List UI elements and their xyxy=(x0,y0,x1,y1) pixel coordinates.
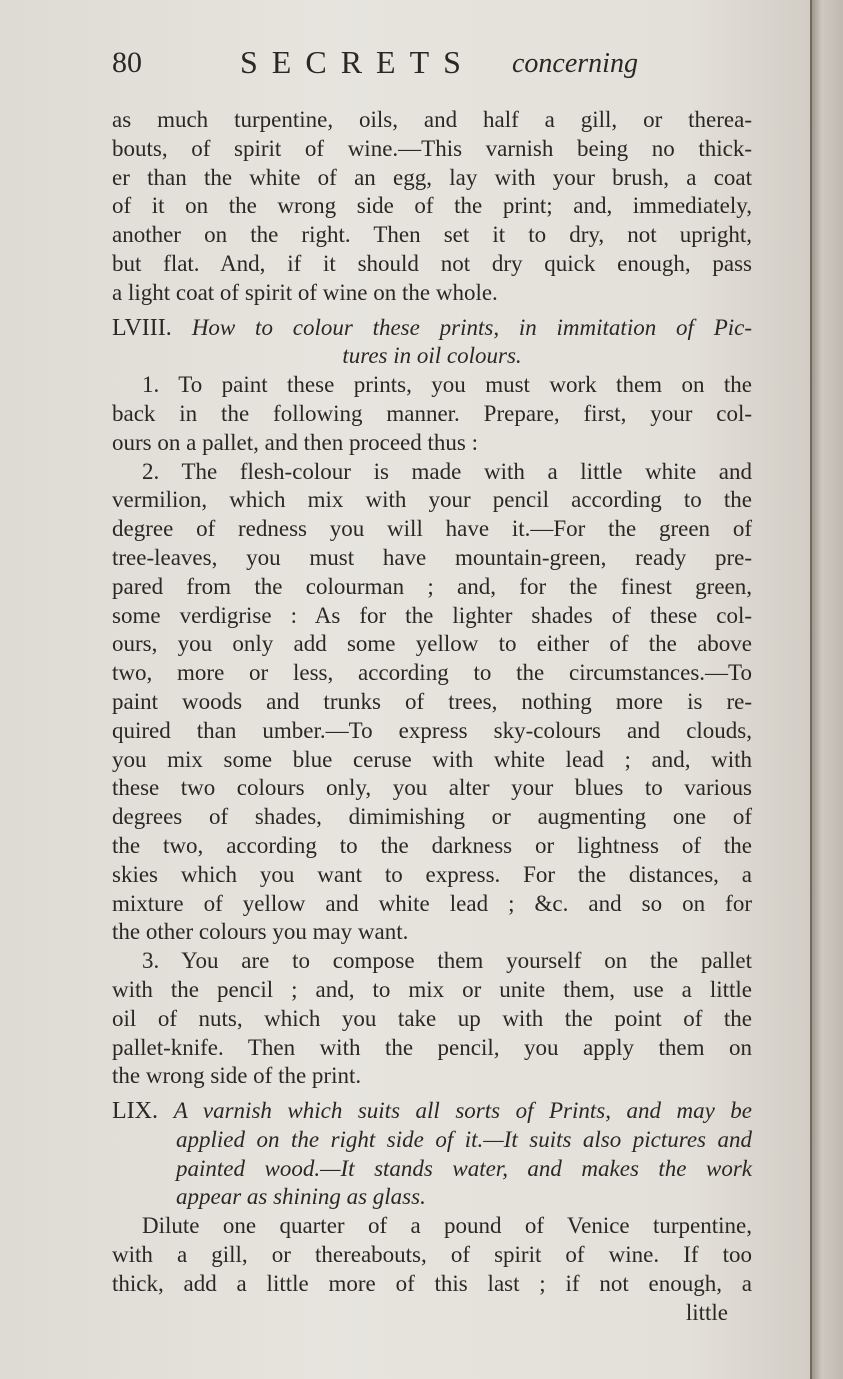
section-title: How to colour these prints, in immitation of Pic- xyxy=(191,314,752,340)
section-number: LIX. xyxy=(112,1098,174,1125)
section-heading xyxy=(112,1097,752,1126)
adjacent-page-edge xyxy=(810,0,843,1379)
text-line: 1. To paint these prints, you must work them on the xyxy=(142,372,752,398)
text-line: but flat. And, if it should not dry quick enough, pass xyxy=(112,250,752,276)
text-line: the other colours you may want. xyxy=(112,919,409,945)
text-line: tures in oil colours. xyxy=(342,343,522,369)
text-line: degrees of shades, dimimishing or augmenting one of xyxy=(112,804,752,830)
text-line: paint woods and trunks of trees, nothing more is re- xyxy=(112,688,752,714)
section-heading xyxy=(112,314,752,343)
text-line: pared from the colourman ; and, for the finest green, xyxy=(112,573,752,599)
running-subtitle: concerning xyxy=(512,48,638,79)
text-line: some verdigrise : As for the lighter shades of these col- xyxy=(112,602,752,628)
text-line: these two colours only, you alter your blues to various xyxy=(112,775,752,801)
text-line: as much turpentine, oils, and half a gill, or therea- xyxy=(112,107,752,132)
text-line: ours on a pallet, and then proceed thus : xyxy=(112,429,478,455)
text-line: with a gill, or thereabouts, of spirit of wine. If too xyxy=(112,1242,752,1268)
text-line: another on the right. Then set it to dry, not upright, xyxy=(112,222,752,248)
text-line: painted wood.—It stands water, and makes the work xyxy=(176,1155,752,1181)
text-line: of it on the wrong side of the print; and, immediately, xyxy=(112,193,752,219)
text-line: 3. You are to compose them yourself on the pallet xyxy=(142,948,752,974)
page-number: 80 xyxy=(112,46,142,79)
text-line: appear as shining as glass. xyxy=(176,1184,426,1210)
text-line: applied on the right side of it.—It suits also pictures and xyxy=(176,1126,752,1152)
text-line: skies which you want to express. For the distances, a xyxy=(112,861,752,887)
page-text xyxy=(112,106,752,1327)
text-line: bouts, of spirit of wine.—This varnish being no thick- xyxy=(112,135,752,161)
text-line: 2. The flesh-colour is made with a little white and xyxy=(142,458,752,484)
text-line: mixture of yellow and white lead ; &c. and so on for xyxy=(112,890,752,916)
text-line: Dilute one quarter of a pound of Venice turpentine, xyxy=(142,1213,752,1239)
text-line: a light coat of spirit of wine on the whole. xyxy=(112,279,498,305)
text-line: with the pencil ; and, to mix or unite them, use a little xyxy=(112,976,752,1002)
text-line: pallet-knife. Then with the pencil, you apply them on xyxy=(112,1034,752,1060)
section-number: LVIII. xyxy=(112,314,192,341)
text-line: thick, add a little more of this last ; if not enough, a xyxy=(112,1270,752,1296)
text-line: tree-leaves, you must have mountain-green, ready pre- xyxy=(112,544,752,570)
text-line: oil of nuts, which you take up with the point of the xyxy=(112,1005,752,1031)
text-line: er than the white of an egg, lay with your brush, a coat xyxy=(112,164,752,190)
text-line: degree of redness you will have it.—For the green of xyxy=(112,516,752,542)
text-line: two, more or less, according to the circumstances.—To xyxy=(112,660,752,686)
text-line: the two, according to the darkness or lightness of the xyxy=(112,832,752,858)
text-line: vermilion, which mix with your pencil according to the xyxy=(112,487,752,513)
text-line: the wrong side of the print. xyxy=(112,1063,362,1089)
section-title: A varnish which suits all sorts of Prints, and may be xyxy=(173,1098,752,1124)
text-line: you mix some blue ceruse with white lead ; and, with xyxy=(112,746,752,772)
running-title: SECRETS xyxy=(240,44,475,80)
text-line: quired than umber.—To express sky-colours and clouds, xyxy=(112,717,752,743)
running-header xyxy=(112,44,752,84)
catchword: little xyxy=(685,1299,728,1325)
text-line: ours, you only add some yellow to either of the above xyxy=(112,631,752,657)
text-line: back in the following manner. Prepare, first, your col- xyxy=(112,400,752,426)
